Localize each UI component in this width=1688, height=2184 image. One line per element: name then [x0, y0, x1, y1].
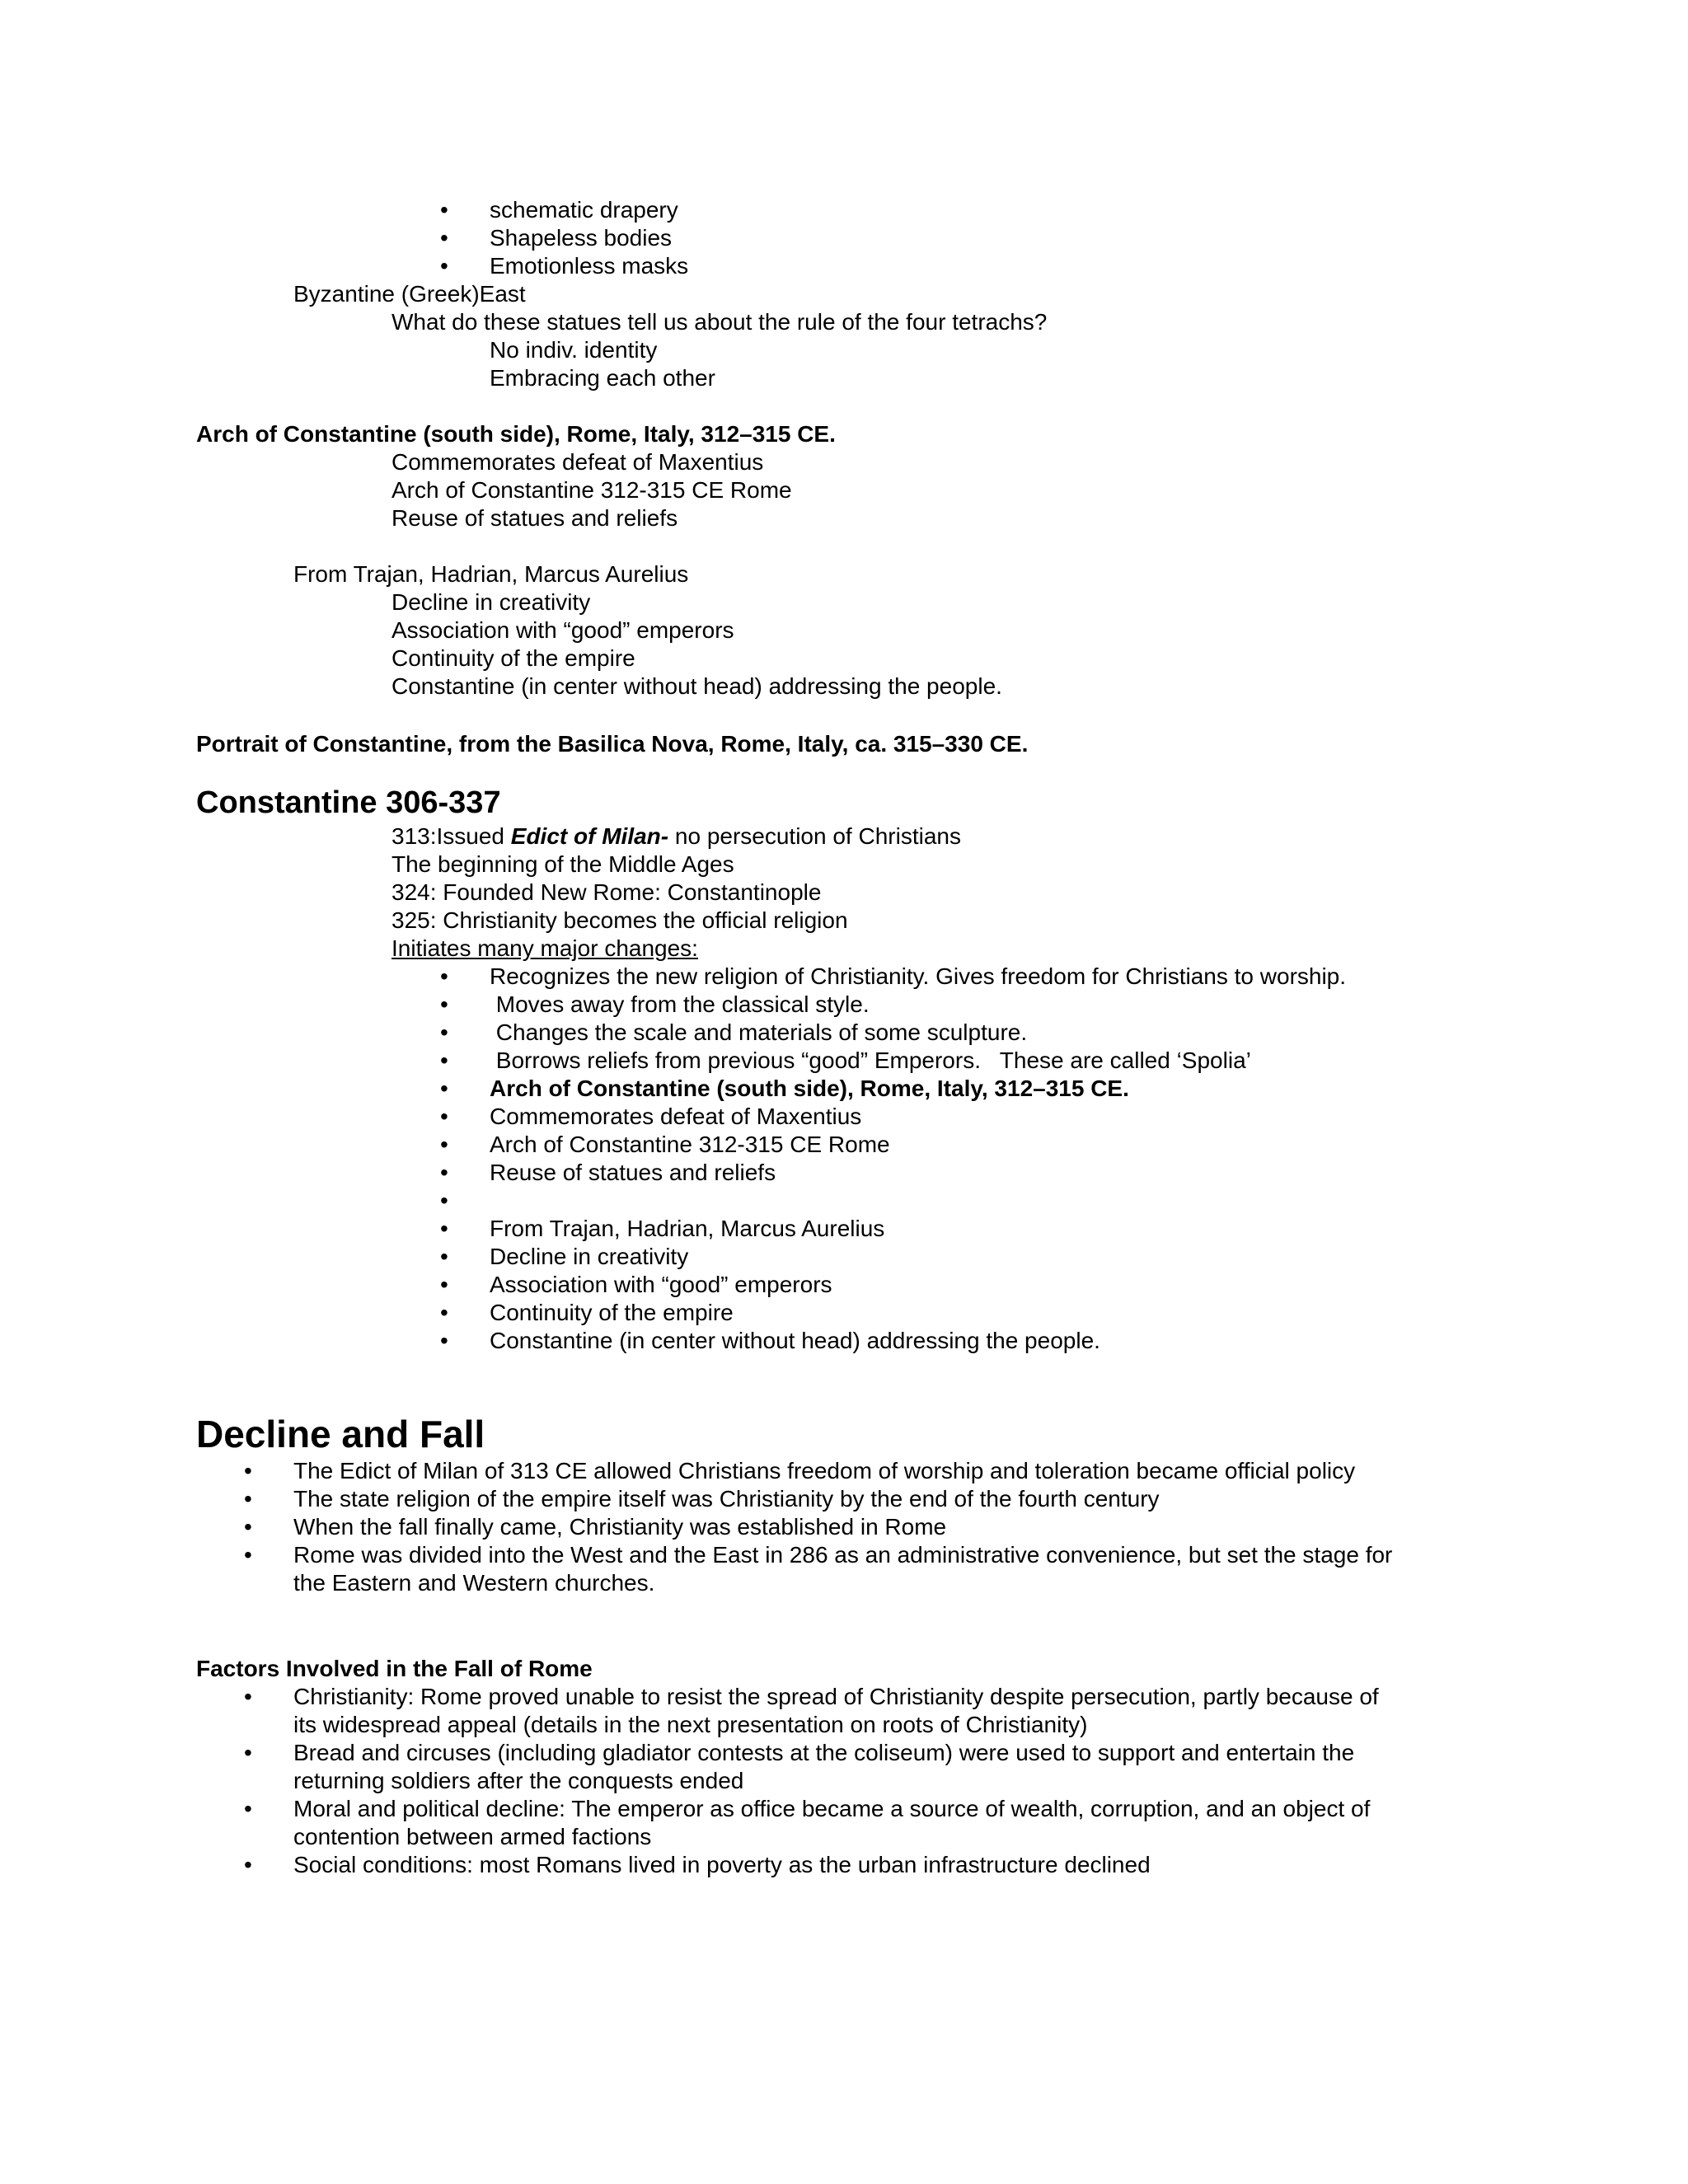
- bullet-marker: •: [440, 1132, 448, 1157]
- list-item: Moves away from the classical style.: [490, 991, 870, 1017]
- bullet-marker: •: [244, 1684, 252, 1709]
- list-item: Arch of Constantine (south side), Rome, Italy, 312–315 CE.: [490, 1076, 1129, 1101]
- portrait-heading: Portrait of Constantine, from the Basilica Nova, Rome, Italy, ca. 315–330 CE.: [196, 731, 1029, 757]
- bullet-marker: •: [244, 1740, 252, 1765]
- from-trajan-line: From Trajan, Hadrian, Marcus Aurelius: [293, 561, 689, 587]
- bullet-marker: •: [440, 1300, 448, 1325]
- trajan-line: Association with “good” emperors: [392, 617, 734, 643]
- bullet-marker: •: [440, 1104, 448, 1129]
- list-item: Reuse of statues and reliefs: [490, 1160, 776, 1185]
- constantine-line: The beginning of the Middle Ages: [392, 851, 734, 877]
- list-item: Arch of Constantine 312-315 CE Rome: [490, 1132, 890, 1157]
- trajan-line: Constantine (in center without head) addressing the people.: [392, 673, 1002, 699]
- list-item: Christianity: Rome proved unable to resist the spread of Christianity despite persecution, partly because of: [293, 1684, 1379, 1709]
- list-item-continuation: the Eastern and Western churches.: [293, 1570, 655, 1596]
- list-item: Recognizes the new religion of Christianity. Gives freedom for Christians to worship.: [490, 963, 1347, 989]
- arch-line: Commemorates defeat of Maxentius: [392, 449, 764, 475]
- list-item: Emotionless masks: [490, 253, 689, 279]
- list-item: From Trajan, Hadrian, Marcus Aurelius: [490, 1216, 885, 1241]
- decline-heading: Decline and Fall: [196, 1413, 485, 1455]
- constantine-line: 325: Christianity becomes the official religion: [392, 907, 848, 933]
- initiates-line: Initiates many major changes:: [392, 935, 698, 961]
- list-item: The state religion of the empire itself was Christianity by the end of the fourth century: [293, 1486, 1160, 1511]
- arch-line: Reuse of statues and reliefs: [392, 505, 678, 531]
- bullet-marker: •: [440, 1160, 448, 1185]
- bullet-marker: •: [440, 1188, 448, 1213]
- arch-heading: Arch of Constantine (south side), Rome, Italy, 312–315 CE.: [196, 421, 836, 447]
- list-item: Social conditions: most Romans lived in poverty as the urban infrastructure declined: [293, 1852, 1151, 1877]
- bullet-marker: •: [440, 225, 448, 251]
- list-item: Changes the scale and materials of some sculpture.: [490, 1019, 1028, 1045]
- constantine-heading: Constantine 306-337: [196, 785, 501, 820]
- bullet-marker: •: [244, 1542, 252, 1568]
- list-item: Constantine (in center without head) addressing the people.: [490, 1328, 1100, 1353]
- bullet-marker: •: [244, 1796, 252, 1821]
- list-item: Moral and political decline: The emperor as office became a source of wealth, corruption, and an object of: [293, 1796, 1371, 1821]
- arch-line: Arch of Constantine 312-315 CE Rome: [392, 477, 792, 503]
- list-item-continuation: returning soldiers after the conquests ended: [293, 1768, 744, 1793]
- bullet-marker: •: [440, 963, 448, 989]
- list-item: Decline in creativity: [490, 1244, 689, 1269]
- bullet-marker: •: [440, 1076, 448, 1101]
- answer-line: No indiv. identity: [490, 337, 658, 363]
- bullet-marker: •: [440, 253, 448, 279]
- list-item: Association with “good” emperors: [490, 1272, 832, 1297]
- question-line: What do these statues tell us about the rule of the four tetrachs?: [392, 309, 1048, 335]
- bullet-marker: •: [440, 991, 448, 1017]
- bullet-marker: •: [440, 1019, 448, 1045]
- bullet-marker: •: [244, 1852, 252, 1877]
- constantine-line: 324: Founded New Rome: Constantinople: [392, 879, 822, 905]
- edict-suffix: no persecution of Christians: [668, 823, 961, 849]
- byzantine-line: Byzantine (Greek)East: [293, 281, 526, 307]
- bullet-marker: •: [440, 197, 448, 223]
- list-item: Borrows reliefs from previous “good” Emperors. These are called ‘Spolia’: [490, 1047, 1251, 1073]
- bullet-marker: •: [440, 1047, 448, 1073]
- answer-line: Embracing each other: [490, 365, 715, 391]
- bullet-marker: •: [244, 1514, 252, 1540]
- list-item: The Edict of Milan of 313 CE allowed Christians freedom of worship and toleration became official policy: [293, 1458, 1356, 1483]
- edict-emphasis: Edict of Milan-: [510, 823, 669, 849]
- edict-line: [392, 823, 961, 851]
- list-item: Continuity of the empire: [490, 1300, 734, 1325]
- factors-heading: Factors Involved in the Fall of Rome: [196, 1656, 593, 1681]
- list-item: Bread and circuses (including gladiator contests at the coliseum) were used to support and entertain the: [293, 1740, 1355, 1765]
- list-item-continuation: contention between armed factions: [293, 1824, 652, 1849]
- list-item: When the fall finally came, Christianity was established in Rome: [293, 1514, 947, 1540]
- list-item-continuation: its widespread appeal (details in the next presentation on roots of Christianity): [293, 1712, 1088, 1737]
- bullet-marker: •: [244, 1458, 252, 1483]
- list-item: Commemorates defeat of Maxentius: [490, 1104, 862, 1129]
- bullet-marker: •: [440, 1244, 448, 1269]
- trajan-line: Decline in creativity: [392, 589, 591, 615]
- bullet-marker: •: [440, 1216, 448, 1241]
- trajan-line: Continuity of the empire: [392, 645, 635, 671]
- list-item: Rome was divided into the West and the East in 286 as an administrative convenience, but set the stage for: [293, 1542, 1393, 1568]
- edict-prefix: 313:Issued: [392, 823, 511, 849]
- bullet-marker: •: [440, 1272, 448, 1297]
- list-item: Shapeless bodies: [490, 225, 673, 251]
- bullet-marker: •: [440, 1328, 448, 1353]
- list-item: schematic drapery: [490, 197, 678, 223]
- bullet-marker: •: [244, 1486, 252, 1511]
